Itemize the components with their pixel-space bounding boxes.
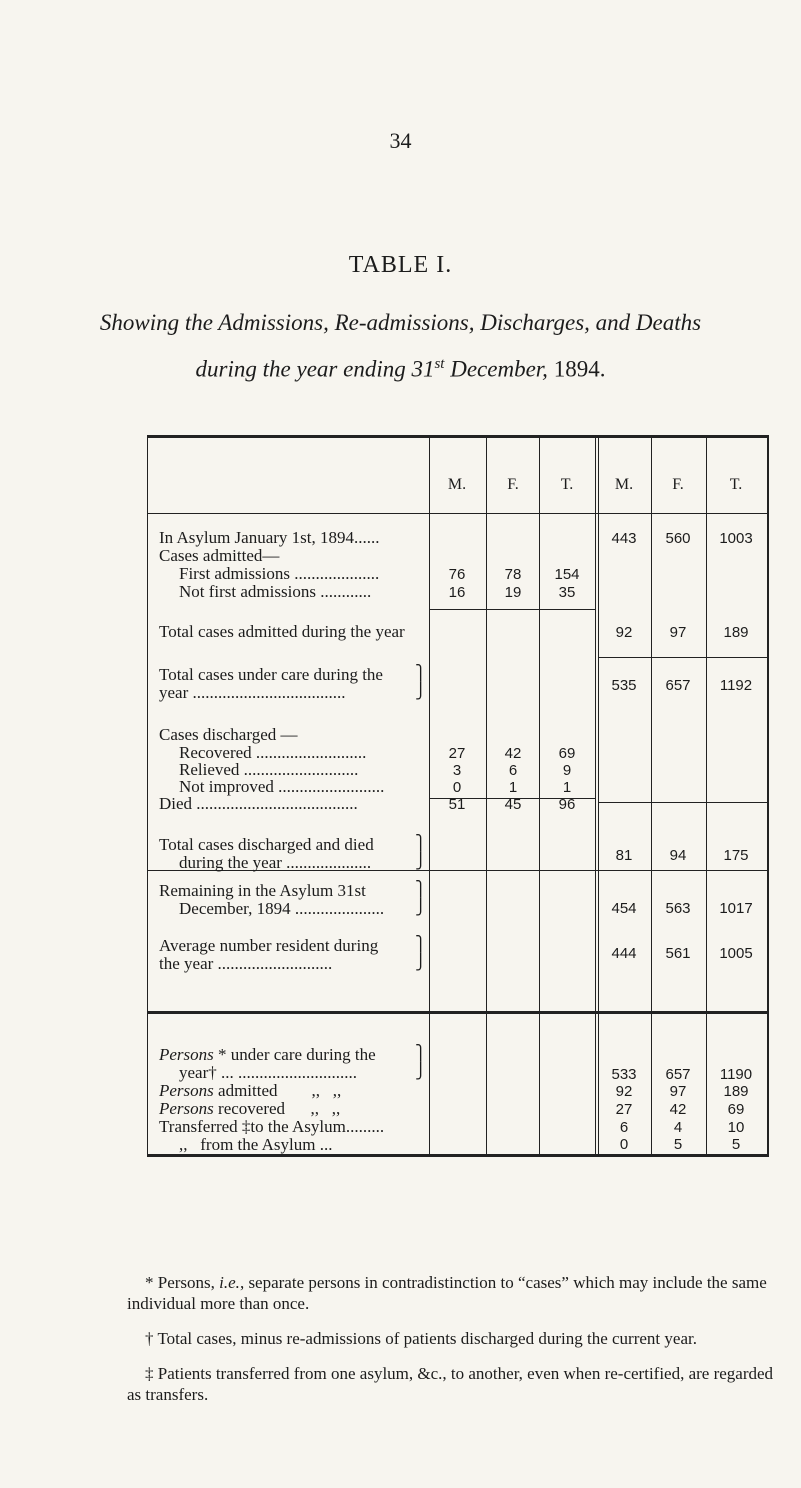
cell-value: 154: [554, 566, 580, 583]
header-t-1: T.: [560, 476, 574, 493]
cell-value: 5: [731, 1136, 741, 1153]
table-subtitle-line2: [0, 356, 801, 383]
subtitle-suffix: st: [434, 356, 445, 372]
cell-value: 533: [611, 1066, 637, 1083]
cell-value: 69: [727, 1101, 745, 1118]
cell-value: 76: [448, 566, 466, 583]
col-rule-double: [595, 435, 596, 1157]
cell-value: 6: [619, 1119, 629, 1136]
statistics-table: [147, 435, 769, 1157]
cell-value: 560: [665, 530, 691, 547]
cell-value: 444: [611, 945, 637, 962]
footnotes: [127, 1272, 777, 1419]
footnote-em: i.e.: [219, 1273, 240, 1292]
header-rule: [147, 513, 769, 514]
row-label: [159, 1081, 341, 1101]
row-label: Total cases discharged and died: [159, 835, 374, 854]
col-rule: [486, 435, 487, 1157]
cell-value: 42: [669, 1101, 687, 1118]
cell-value: 1190: [719, 1066, 753, 1083]
row-label: ,, from the Asylum ...: [179, 1135, 333, 1154]
row-label-em: Persons: [159, 1045, 214, 1064]
cell-value: 561: [665, 945, 691, 962]
cell-value: 1005: [719, 945, 753, 962]
cell-value: 16: [448, 584, 466, 601]
row-label: December, 1894 .....................: [179, 899, 385, 918]
page-number: 34: [389, 128, 412, 153]
footnote-2: † Total cases, minus re-admissions of patients discharged during the current year.: [145, 1329, 697, 1348]
cell-value: 19: [504, 584, 522, 601]
cell-value: 94: [669, 847, 687, 864]
row-label: Total cases admitted during the year: [159, 622, 405, 641]
row-label-rest: recovered ,, ,,: [213, 1099, 341, 1118]
row-label: year ....................................: [159, 683, 346, 702]
sum-rule: [429, 609, 595, 610]
row-label: Recovered ..........................: [179, 743, 367, 762]
cell-value: 45: [504, 796, 522, 813]
cell-value: 97: [669, 1083, 687, 1100]
row-label: Total cases under care during the: [159, 665, 383, 684]
cell-value: 42: [504, 745, 522, 762]
row-label: during the year ....................: [179, 853, 372, 872]
row-label-em: Persons: [159, 1099, 214, 1118]
cell-value: 51: [448, 796, 466, 813]
row-label: In Asylum January 1st, 1894......: [159, 528, 380, 547]
brace-glyph: ⎫ ⎭: [415, 836, 427, 870]
footnote-3: ‡ Patients transferred from one asylum, &c., to another, even when re-certified, are regarded as transfers.: [127, 1364, 774, 1404]
cell-value: 1003: [719, 530, 753, 547]
cell-value: 657: [665, 677, 691, 694]
col-rule: [539, 435, 540, 1157]
table-top-rule: [147, 435, 769, 438]
row-label: [159, 1045, 376, 1065]
cell-value: 5: [673, 1136, 683, 1153]
cell-value: 97: [669, 624, 687, 641]
footnote-text: * Persons,: [145, 1273, 220, 1292]
cell-value: 92: [615, 1083, 633, 1100]
subtitle-text: during the year ending 31: [195, 356, 435, 382]
row-label: Relieved ...........................: [179, 760, 359, 779]
sum-rule: [598, 657, 767, 658]
cell-value: 563: [665, 900, 691, 917]
cell-value: 10: [727, 1119, 745, 1136]
subtitle-year: 1894.: [553, 356, 606, 382]
header-m-2: M.: [614, 476, 634, 493]
cell-value: 4: [673, 1119, 683, 1136]
table-left-rule: [147, 435, 148, 1157]
cell-value: 0: [619, 1136, 629, 1153]
table-right-rule: [767, 435, 769, 1157]
cell-value: 3: [452, 762, 462, 779]
row-label: Transferred ‡to the Asylum.........: [159, 1117, 385, 1136]
brace-glyph: ⎫ ⎭: [415, 666, 427, 700]
row-label: First admissions ....................: [179, 564, 380, 583]
header-t-2: T.: [729, 476, 743, 493]
subtitle-text-2: December,: [444, 356, 554, 382]
cell-value: 6: [508, 762, 518, 779]
cell-value: 92: [615, 624, 633, 641]
row-label: Died ......................................: [159, 794, 358, 813]
cell-value: 189: [723, 624, 749, 641]
row-label-rest: admitted ,, ,,: [213, 1081, 342, 1100]
cell-value: 81: [615, 847, 633, 864]
cell-value: 78: [504, 566, 522, 583]
brace-glyph: ⎫ ⎭: [415, 937, 427, 971]
cell-value: 27: [448, 745, 466, 762]
cell-value: 27: [615, 1101, 633, 1118]
brace-glyph: ⎫ ⎭: [415, 1046, 427, 1080]
table-subtitle-line1: Showing the Admissions, Re-admissions, Discharges, and Deaths: [99, 310, 702, 335]
row-label-em: Persons: [159, 1081, 214, 1100]
header-m-1: M.: [447, 476, 467, 493]
cell-value: 1017: [719, 900, 753, 917]
col-rule: [429, 435, 430, 1157]
table-title: TABLE I.: [348, 252, 453, 278]
footnote-1: [127, 1272, 777, 1314]
cell-value: 535: [611, 677, 637, 694]
row-label: Average number resident during: [159, 936, 379, 955]
row-label: Cases admitted—: [159, 546, 280, 565]
cell-value: 0: [452, 779, 462, 796]
cell-value: 96: [558, 796, 576, 813]
header-f-1: F.: [507, 476, 519, 493]
row-label: the year ...........................: [159, 954, 333, 973]
col-rule: [706, 435, 707, 1157]
footnote-text: , separate persons in contradistinction to “cases” which may include the same individual more than once.: [127, 1273, 767, 1313]
cell-value: 443: [611, 530, 637, 547]
col-rule: [651, 435, 652, 1157]
row-label: Not first admissions ............: [179, 582, 372, 601]
row-label: Remaining in the Asylum 31st: [159, 881, 366, 900]
cell-value: 9: [562, 762, 572, 779]
cell-value: 35: [558, 584, 576, 601]
cell-value: 657: [665, 1066, 691, 1083]
row-label: year† ... ............................: [179, 1063, 358, 1082]
row-label: [159, 1099, 340, 1119]
row-label-rest: * under care during the: [213, 1045, 376, 1064]
row-label: Not improved .........................: [179, 777, 385, 796]
row-label: Cases discharged —: [159, 725, 298, 744]
cell-value: 1: [562, 779, 572, 796]
cell-value: 69: [558, 745, 576, 762]
cell-value: 454: [611, 900, 637, 917]
cell-value: 1192: [719, 677, 753, 694]
cell-value: 175: [723, 847, 749, 864]
brace-glyph: ⎫ ⎭: [415, 882, 427, 916]
cell-value: 189: [723, 1083, 749, 1100]
header-f-2: F.: [672, 476, 684, 493]
cell-value: 1: [508, 779, 518, 796]
sum-rule: [598, 802, 767, 803]
section-rule-thick: [147, 1011, 769, 1014]
